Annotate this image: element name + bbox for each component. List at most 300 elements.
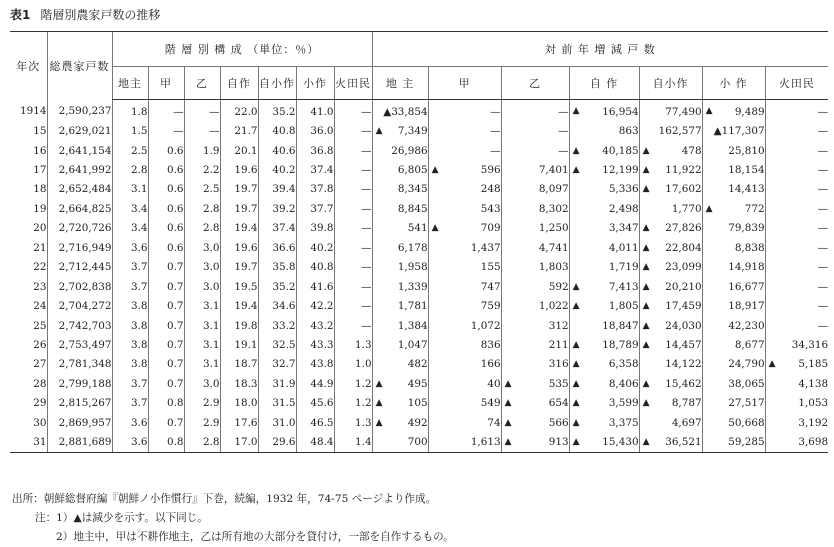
decrease-triangle-icon: ▲ bbox=[642, 378, 650, 389]
cell-change-owner: 3,347 bbox=[569, 219, 639, 238]
cell-tenant-pct: 37.8 bbox=[296, 180, 334, 199]
table-title bbox=[10, 6, 160, 23]
cell-change-part-owner bbox=[639, 277, 702, 296]
decrease-triangle-icon: ▲ bbox=[642, 165, 650, 176]
table-row bbox=[10, 335, 828, 354]
decrease-triangle-icon: ▲ bbox=[642, 301, 650, 312]
cell-year: 15 bbox=[33, 125, 47, 138]
cell-owner-pct: 18.7 bbox=[220, 355, 258, 374]
table-body bbox=[10, 100, 828, 453]
cell-part-owner-pct: 40.8 bbox=[258, 121, 296, 140]
table-row bbox=[10, 374, 828, 393]
cell-slash-burn-pct: — bbox=[334, 199, 372, 218]
cell-change-slash-burn: 3,698 bbox=[765, 432, 828, 452]
cell-tenant-pct: 40.8 bbox=[296, 258, 334, 277]
cell-owner-pct: 19.6 bbox=[220, 238, 258, 257]
cell-number: 709 bbox=[480, 222, 501, 235]
cell-change-landlord: 482 bbox=[372, 355, 428, 374]
cell-change-landlord: 8,845 bbox=[372, 199, 428, 218]
cell-ko-pct: 0.6 bbox=[148, 160, 184, 179]
decrease-triangle-icon: ▲ bbox=[375, 126, 383, 137]
cell-number: 9,489 bbox=[734, 105, 765, 118]
decrease-triangle-icon: ▲ bbox=[572, 417, 580, 428]
cell-year: 21 bbox=[33, 241, 47, 254]
header-ko: 甲 bbox=[148, 67, 184, 100]
cell-change-tenant: 79,839 bbox=[702, 219, 765, 238]
cell-change-slash-burn: — bbox=[765, 277, 828, 296]
cell-change-ko: — bbox=[428, 121, 501, 140]
cell-otsu-pct: 2.9 bbox=[184, 394, 220, 413]
cell-landlord-pct: 3.6 bbox=[112, 432, 148, 452]
cell-number: 535 bbox=[548, 377, 569, 390]
cell-total: 2,753,497 bbox=[47, 335, 112, 354]
cell-change-part-owner bbox=[639, 180, 702, 199]
cell-ko-pct: 0.7 bbox=[148, 296, 184, 315]
decrease-triangle-icon: ▲ bbox=[572, 378, 580, 389]
cell-total: 2,742,703 bbox=[47, 316, 112, 335]
cell-change-part-owner: 14,122 bbox=[639, 355, 702, 374]
cell-change-ko: 543 bbox=[428, 199, 501, 218]
cell-total: 2,716,949 bbox=[47, 238, 112, 257]
cell-number: 8,787 bbox=[671, 397, 702, 410]
cell-otsu-pct: 3.0 bbox=[184, 238, 220, 257]
cell-number: 22,804 bbox=[665, 241, 702, 254]
cell-year: 20 bbox=[33, 222, 47, 235]
cell-change-part-owner bbox=[639, 141, 702, 160]
cell-tenant-pct: 43.2 bbox=[296, 316, 334, 335]
cell-ko-pct: 0.6 bbox=[148, 238, 184, 257]
cell-year: 25 bbox=[33, 319, 47, 332]
decrease-triangle-icon: ▲ bbox=[572, 105, 580, 116]
cell-change-slash-burn: — bbox=[765, 160, 828, 179]
cell-total: 2,629,021 bbox=[47, 121, 112, 140]
cell-landlord-pct: 3.7 bbox=[112, 394, 148, 413]
source-note: 出所：朝鮮総督府編『朝鮮ノ小作慣行』下巻，続編，1932 年，74-75 ページより作成。 bbox=[12, 493, 437, 505]
cell-landlord-pct: 1.5 bbox=[112, 121, 148, 140]
header-part-owner: 自小作 bbox=[258, 67, 296, 100]
table-row bbox=[10, 432, 828, 452]
cell-change-ko: — bbox=[428, 141, 501, 160]
cell-change-owner bbox=[569, 141, 639, 160]
cell-number: 3,599 bbox=[608, 397, 639, 410]
cell-total: 2,702,838 bbox=[47, 277, 112, 296]
cell-change-owner bbox=[569, 277, 639, 296]
decrease-triangle-icon: ▲ bbox=[572, 339, 580, 350]
cell-change-ko: 74 bbox=[428, 413, 501, 432]
decrease-triangle-icon: ▲ bbox=[572, 359, 580, 370]
cell-tenant-pct: 36.0 bbox=[296, 121, 334, 140]
cell-ko-pct: 0.7 bbox=[148, 258, 184, 277]
cell-part-owner-pct: 34.6 bbox=[258, 296, 296, 315]
cell-year: 18 bbox=[33, 183, 47, 196]
cell-number: 16,954 bbox=[602, 105, 639, 118]
cell-total: 2,664,825 bbox=[47, 199, 112, 218]
cell-change-tenant: 24,790 bbox=[702, 355, 765, 374]
cell-change-landlord: 700 bbox=[372, 432, 428, 452]
decrease-triangle-icon: ▲ bbox=[572, 437, 580, 448]
cell-change-tenant bbox=[702, 199, 765, 218]
cell-ko-pct: 0.7 bbox=[148, 335, 184, 354]
cell-tenant-pct: 44.9 bbox=[296, 374, 334, 393]
cell-year: 30 bbox=[33, 416, 47, 429]
cell-year: 23 bbox=[33, 280, 47, 293]
cell-ko-pct: — bbox=[148, 121, 184, 140]
cell-change-ko: 836 bbox=[428, 335, 501, 354]
cell-change-part-owner: 77,490 bbox=[639, 100, 702, 122]
cell-landlord-pct: 3.8 bbox=[112, 335, 148, 354]
cell-year: 27 bbox=[33, 358, 47, 371]
cell-landlord-pct: 1.8 bbox=[112, 100, 148, 122]
cell-change-landlord: 1,384 bbox=[372, 316, 428, 335]
cell-slash-burn-pct: — bbox=[334, 258, 372, 277]
header-total: 総農家戸数 bbox=[47, 32, 112, 100]
cell-number: 6,358 bbox=[608, 358, 639, 371]
header-change-ko: 甲 bbox=[428, 67, 501, 100]
cell-slash-burn-pct: — bbox=[334, 296, 372, 315]
cell-change-ko: 40 bbox=[428, 374, 501, 393]
cell-change-landlord bbox=[372, 121, 428, 140]
cell-number: 14,457 bbox=[665, 338, 702, 351]
cell-owner-pct: 18.0 bbox=[220, 394, 258, 413]
notes bbox=[12, 490, 454, 547]
cell-otsu-pct: 3.1 bbox=[184, 335, 220, 354]
cell-change-tenant: 16,677 bbox=[702, 277, 765, 296]
decrease-triangle-icon: ▲ bbox=[642, 437, 650, 448]
table-row bbox=[10, 258, 828, 277]
header-change-part-owner: 自小作 bbox=[639, 67, 702, 100]
note-2: 2）地主中，甲は不耕作地主，乙は所有地の大部分を貸付け，一部を自作するもの。 bbox=[56, 531, 454, 543]
table-number: 表1 bbox=[10, 8, 31, 22]
cell-change-part-owner bbox=[639, 316, 702, 335]
cell-number: 36,521 bbox=[665, 436, 702, 449]
cell-landlord-pct: 3.7 bbox=[112, 258, 148, 277]
cell-owner-pct: 19.7 bbox=[220, 180, 258, 199]
cell-year: 22 bbox=[33, 261, 47, 274]
cell-change-landlord: 1,339 bbox=[372, 277, 428, 296]
cell-owner-pct: 18.3 bbox=[220, 374, 258, 393]
cell-change-owner: 863 bbox=[569, 121, 639, 140]
cell-otsu-pct: 3.1 bbox=[184, 355, 220, 374]
cell-change-slash-burn: 1,053 bbox=[765, 394, 828, 413]
decrease-triangle-icon: ▲ bbox=[504, 417, 512, 428]
cell-change-landlord bbox=[372, 394, 428, 413]
cell-number: 5,185 bbox=[798, 358, 829, 371]
header-change-slash-burn: 火田民 bbox=[765, 67, 828, 100]
cell-number: 105 bbox=[407, 397, 428, 410]
header-composition: 階 層 別 構 成 （単位：％） bbox=[112, 32, 372, 67]
table-row bbox=[10, 296, 828, 315]
cell-change-landlord: 1,047 bbox=[372, 335, 428, 354]
cell-total: 2,881,689 bbox=[47, 432, 112, 452]
decrease-triangle-icon: ▲ bbox=[642, 398, 650, 409]
cell-change-otsu: — bbox=[501, 141, 569, 160]
cell-change-owner bbox=[569, 394, 639, 413]
decrease-triangle-icon: ▲ bbox=[431, 223, 439, 234]
cell-number: 566 bbox=[548, 416, 569, 429]
cell-number: 15,430 bbox=[602, 436, 639, 449]
cell-change-slash-burn bbox=[765, 355, 828, 374]
decrease-triangle-icon: ▲ bbox=[572, 281, 580, 292]
cell-landlord-pct: 3.7 bbox=[112, 277, 148, 296]
cell-change-part-owner: 1,770 bbox=[639, 199, 702, 218]
cell-number: 15,462 bbox=[665, 377, 702, 390]
cell-change-part-owner bbox=[639, 394, 702, 413]
note-1: 注：1）▲は減少を示す。以下同じ。 bbox=[35, 512, 208, 524]
cell-owner-pct: 22.0 bbox=[220, 100, 258, 122]
cell-number: 11,922 bbox=[665, 164, 702, 177]
table-row bbox=[10, 100, 828, 122]
cell-change-otsu: — bbox=[501, 100, 569, 122]
cell-number: 17,602 bbox=[665, 183, 702, 196]
cell-change-tenant: 27,517 bbox=[702, 394, 765, 413]
cell-change-landlord bbox=[372, 413, 428, 432]
cell-change-tenant bbox=[702, 100, 765, 122]
cell-owner-pct: 19.7 bbox=[220, 199, 258, 218]
cell-ko-pct: 0.7 bbox=[148, 355, 184, 374]
header-tenant: 小作 bbox=[296, 67, 334, 100]
cell-change-tenant: 59,285 bbox=[702, 432, 765, 452]
cell-change-owner: 18,847 bbox=[569, 316, 639, 335]
cell-change-slash-burn: — bbox=[765, 180, 828, 199]
cell-change-slash-burn: — bbox=[765, 238, 828, 257]
decrease-triangle-icon: ▲ bbox=[572, 145, 580, 156]
decrease-triangle-icon: ▲ bbox=[768, 359, 776, 370]
cell-change-landlord: 6,178 bbox=[372, 238, 428, 257]
cell-slash-burn-pct: — bbox=[334, 238, 372, 257]
cell-change-part-owner: 162,577 bbox=[639, 121, 702, 140]
cell-number: 654 bbox=[548, 397, 569, 410]
table-row bbox=[10, 355, 828, 374]
cell-slash-burn-pct: — bbox=[334, 180, 372, 199]
cell-ko-pct: 0.7 bbox=[148, 316, 184, 335]
cell-change-owner: 1,719 bbox=[569, 258, 639, 277]
cell-number: 495 bbox=[407, 377, 428, 390]
cell-change-owner bbox=[569, 335, 639, 354]
cell-number: 7,349 bbox=[397, 125, 428, 138]
cell-change-slash-burn: — bbox=[765, 199, 828, 218]
cell-tenant-pct: 41.6 bbox=[296, 277, 334, 296]
cell-change-otsu: 8,097 bbox=[501, 180, 569, 199]
cell-change-tenant: 8,838 bbox=[702, 238, 765, 257]
cell-change-otsu: — bbox=[501, 121, 569, 140]
cell-change-owner bbox=[569, 100, 639, 122]
cell-change-landlord: 1,781 bbox=[372, 296, 428, 315]
cell-slash-burn-pct: 1.0 bbox=[334, 355, 372, 374]
cell-landlord-pct: 3.6 bbox=[112, 413, 148, 432]
cell-part-owner-pct: 35.8 bbox=[258, 258, 296, 277]
cell-otsu-pct: — bbox=[184, 100, 220, 122]
cell-ko-pct: 0.8 bbox=[148, 394, 184, 413]
cell-landlord-pct: 3.6 bbox=[112, 238, 148, 257]
cell-tenant-pct: 48.4 bbox=[296, 432, 334, 452]
cell-change-otsu: 211 bbox=[501, 335, 569, 354]
cell-change-part-owner: 4,697 bbox=[639, 413, 702, 432]
cell-change-otsu bbox=[501, 394, 569, 413]
cell-change-part-owner bbox=[639, 258, 702, 277]
cell-otsu-pct: 3.1 bbox=[184, 316, 220, 335]
cell-otsu-pct: 2.8 bbox=[184, 219, 220, 238]
cell-change-tenant: 50,668 bbox=[702, 413, 765, 432]
cell-landlord-pct: 3.8 bbox=[112, 355, 148, 374]
cell-change-ko: 1,613 bbox=[428, 432, 501, 452]
cell-change-slash-burn: 34,316 bbox=[765, 335, 828, 354]
cell-part-owner-pct: 32.7 bbox=[258, 355, 296, 374]
cell-year: 17 bbox=[33, 164, 47, 177]
cell-total: 2,781,348 bbox=[47, 355, 112, 374]
cell-change-tenant: ▲117,307 bbox=[702, 121, 765, 140]
cell-otsu-pct: 3.1 bbox=[184, 296, 220, 315]
cell-number: 23,099 bbox=[665, 261, 702, 274]
cell-landlord-pct: 2.5 bbox=[112, 141, 148, 160]
cell-year: 28 bbox=[33, 377, 47, 390]
cell-change-otsu: 8,302 bbox=[501, 199, 569, 218]
cell-landlord-pct: 2.8 bbox=[112, 160, 148, 179]
cell-owner-pct: 19.5 bbox=[220, 277, 258, 296]
cell-change-ko bbox=[428, 160, 501, 179]
cell-change-ko: 549 bbox=[428, 394, 501, 413]
table-row bbox=[10, 199, 828, 218]
cell-slash-burn-pct: — bbox=[334, 219, 372, 238]
cell-change-otsu bbox=[501, 432, 569, 452]
cell-year: 24 bbox=[33, 300, 47, 313]
cell-ko-pct: 0.7 bbox=[148, 374, 184, 393]
cell-change-tenant: 8,677 bbox=[702, 335, 765, 354]
cell-tenant-pct: 46.5 bbox=[296, 413, 334, 432]
cell-change-otsu: 7,401 bbox=[501, 160, 569, 179]
cell-change-slash-burn: — bbox=[765, 219, 828, 238]
cell-change-otsu bbox=[501, 413, 569, 432]
cell-otsu-pct: 3.0 bbox=[184, 277, 220, 296]
header-landlord: 地主 bbox=[112, 67, 148, 100]
cell-part-owner-pct: 31.0 bbox=[258, 413, 296, 432]
cell-otsu-pct: 3.0 bbox=[184, 374, 220, 393]
cell-number: 478 bbox=[681, 144, 702, 157]
cell-slash-burn-pct: — bbox=[334, 160, 372, 179]
table-row bbox=[10, 413, 828, 432]
cell-change-otsu: 4,741 bbox=[501, 238, 569, 257]
header-owner: 自作 bbox=[220, 67, 258, 100]
cell-otsu-pct: 1.9 bbox=[184, 141, 220, 160]
decrease-triangle-icon: ▲ bbox=[705, 203, 713, 214]
cell-part-owner-pct: 31.5 bbox=[258, 394, 296, 413]
cell-owner-pct: 19.1 bbox=[220, 335, 258, 354]
cell-year: 19 bbox=[33, 202, 47, 215]
cell-owner-pct: 17.0 bbox=[220, 432, 258, 452]
cell-number: 12,199 bbox=[602, 164, 639, 177]
decrease-triangle-icon: ▲ bbox=[572, 301, 580, 312]
cell-tenant-pct: 43.3 bbox=[296, 335, 334, 354]
cell-part-owner-pct: 33.2 bbox=[258, 316, 296, 335]
cell-change-part-owner bbox=[639, 238, 702, 257]
cell-ko-pct: 0.6 bbox=[148, 141, 184, 160]
cell-total: 2,641,154 bbox=[47, 141, 112, 160]
cell-change-part-owner bbox=[639, 296, 702, 315]
cell-change-tenant: 14,918 bbox=[702, 258, 765, 277]
cell-ko-pct: — bbox=[148, 100, 184, 122]
cell-otsu-pct: 2.5 bbox=[184, 180, 220, 199]
cell-change-landlord: 26,986 bbox=[372, 141, 428, 160]
cell-total: 2,641,992 bbox=[47, 160, 112, 179]
decrease-triangle-icon: ▲ bbox=[375, 417, 383, 428]
cell-landlord-pct: 3.4 bbox=[112, 219, 148, 238]
cell-part-owner-pct: 31.9 bbox=[258, 374, 296, 393]
cell-total: 2,590,237 bbox=[47, 100, 112, 122]
cell-number: 492 bbox=[407, 416, 428, 429]
cell-change-slash-burn: 3,192 bbox=[765, 413, 828, 432]
cell-otsu-pct: — bbox=[184, 121, 220, 140]
cell-tenant-pct: 42.2 bbox=[296, 296, 334, 315]
cell-change-part-owner bbox=[639, 219, 702, 238]
cell-change-landlord: 1,958 bbox=[372, 258, 428, 277]
cell-otsu-pct: 2.8 bbox=[184, 199, 220, 218]
cell-owner-pct: 19.7 bbox=[220, 258, 258, 277]
cell-change-otsu: 592 bbox=[501, 277, 569, 296]
cell-tenant-pct: 45.6 bbox=[296, 394, 334, 413]
cell-slash-burn-pct: 1.2 bbox=[334, 374, 372, 393]
farm-household-table bbox=[10, 31, 828, 453]
decrease-triangle-icon: ▲ bbox=[642, 262, 650, 273]
decrease-triangle-icon: ▲ bbox=[705, 105, 713, 116]
cell-part-owner-pct: 32.5 bbox=[258, 335, 296, 354]
cell-change-owner bbox=[569, 413, 639, 432]
cell-change-ko: 1,072 bbox=[428, 316, 501, 335]
header-change-owner: 自 作 bbox=[569, 67, 639, 100]
cell-change-owner bbox=[569, 160, 639, 179]
cell-change-slash-burn: — bbox=[765, 296, 828, 315]
cell-change-landlord bbox=[372, 374, 428, 393]
cell-total: 2,712,445 bbox=[47, 258, 112, 277]
cell-change-owner: 4,011 bbox=[569, 238, 639, 257]
cell-change-ko: 248 bbox=[428, 180, 501, 199]
cell-otsu-pct: 2.2 bbox=[184, 160, 220, 179]
cell-total: 2,652,484 bbox=[47, 180, 112, 199]
cell-number: 20,210 bbox=[665, 280, 702, 293]
header-year: 年次 bbox=[10, 32, 47, 100]
table-row bbox=[10, 277, 828, 296]
cell-total: 2,720,726 bbox=[47, 219, 112, 238]
cell-change-ko bbox=[428, 219, 501, 238]
cell-tenant-pct: 40.2 bbox=[296, 238, 334, 257]
cell-change-otsu bbox=[501, 374, 569, 393]
cell-change-landlord: ▲33,854 bbox=[372, 100, 428, 122]
cell-part-owner-pct: 35.2 bbox=[258, 100, 296, 122]
cell-slash-burn-pct: — bbox=[334, 100, 372, 122]
cell-total: 2,815,267 bbox=[47, 394, 112, 413]
table-row bbox=[10, 160, 828, 179]
cell-change-ko: 747 bbox=[428, 277, 501, 296]
cell-change-slash-burn: — bbox=[765, 141, 828, 160]
cell-change-slash-burn: — bbox=[765, 316, 828, 335]
cell-owner-pct: 17.6 bbox=[220, 413, 258, 432]
cell-change-slash-burn: — bbox=[765, 100, 828, 122]
cell-slash-burn-pct: — bbox=[334, 277, 372, 296]
cell-part-owner-pct: 39.2 bbox=[258, 199, 296, 218]
cell-number: 3,375 bbox=[608, 416, 639, 429]
cell-tenant-pct: 41.0 bbox=[296, 100, 334, 122]
cell-ko-pct: 0.7 bbox=[148, 277, 184, 296]
cell-part-owner-pct: 40.2 bbox=[258, 160, 296, 179]
cell-change-part-owner bbox=[639, 374, 702, 393]
cell-ko-pct: 0.6 bbox=[148, 219, 184, 238]
cell-number: 18,789 bbox=[602, 338, 639, 351]
cell-part-owner-pct: 35.2 bbox=[258, 277, 296, 296]
cell-change-ko: 759 bbox=[428, 296, 501, 315]
cell-tenant-pct: 43.8 bbox=[296, 355, 334, 374]
cell-change-owner: 2,498 bbox=[569, 199, 639, 218]
cell-year: 16 bbox=[33, 144, 47, 157]
cell-change-landlord: 6,805 bbox=[372, 160, 428, 179]
cell-owner-pct: 19.4 bbox=[220, 296, 258, 315]
